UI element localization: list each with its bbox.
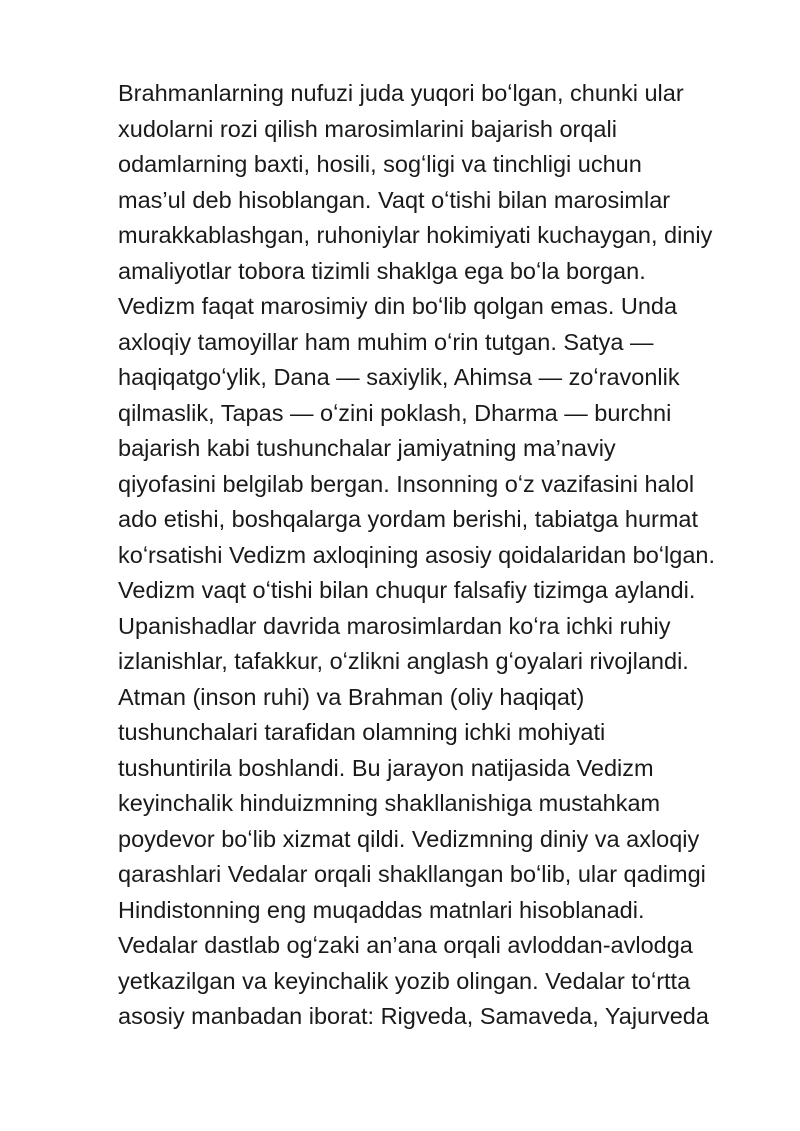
text-line: murakkablashgan, ruhoniylar hokimiyati kuchaygan, diniy <box>118 222 713 248</box>
text-line: qarashlari Vedalar orqali shakllangan boʻlib, ular qadimgi <box>118 861 706 887</box>
text-line: Hindistonning eng muqaddas matnlari hisoblanadi. <box>118 896 645 923</box>
text-line: tushuntirila boshlandi. Bu jarayon natijasida Vedizm <box>118 754 654 781</box>
text-line: qilmaslik, Tapas — oʻzini poklash, Dharma — burchni <box>118 399 672 426</box>
text-line: xudolarni rozi qilish marosimlarini bajarish orqali <box>118 115 617 142</box>
text-line: bajarish kabi tushunchalar jamiyatning ma’naviy <box>118 435 616 461</box>
text-line: amaliyotlar tobora tizimli shaklga ega boʻla borgan. <box>118 257 646 284</box>
text-line: poydevor boʻlib xizmat qildi. Vedizmning diniy va axloqiy <box>118 825 700 852</box>
text-line: keyinchalik hinduizmning shakllanishiga mustahkam <box>118 790 661 816</box>
text-line: haqiqatgoʻylik, Dana — saxiylik, Ahimsa — zoʻravonlik <box>118 364 680 390</box>
text-line: koʻrsatishi Vedizm axloqining asosiy qoidalaridan boʻlgan. <box>118 541 715 568</box>
text-line: mas’ul deb hisoblangan. Vaqt oʻtishi bilan marosimlar <box>118 186 671 213</box>
text-line: Upanishadlar davrida marosimlardan koʻra ichki ruhiy <box>118 612 671 639</box>
text-line: yetkazilgan va keyinchalik yozib olingan. Vedalar toʻrtta <box>118 967 691 994</box>
text-line: qiyofasini belgilab bergan. Insonning oʻz vazifasini halol <box>118 470 695 497</box>
text-line: Atman (inson ruhi) va Brahman (oliy haqiqat) <box>118 683 585 710</box>
text-line: izlanishlar, tafakkur, oʻzlikni anglash gʻoyalari rivojlandi. <box>118 648 689 674</box>
body-text <box>118 76 758 1035</box>
text-line: tushunchalari tarafidan olamning ichki mohiyati <box>118 719 606 745</box>
text-line: ado etishi, boshqalarga yordam berishi, tabiatga hurmat <box>118 506 699 532</box>
text-line: Brahmanlarning nufuzi juda yuqori boʻlgan, chunki ular <box>118 80 684 106</box>
text-line: axloqiy tamoyillar ham muhim oʻrin tutgan. Satya — <box>118 328 654 355</box>
text-line: Vedizm vaqt oʻtishi bilan chuqur falsafiy tizimga aylandi. <box>118 577 696 603</box>
text-line: asosiy manbadan iborat: Rigveda, Samaveda, Yajurveda <box>118 1003 709 1029</box>
text-line: Vedalar dastlab ogʻzaki an’ana orqali avloddan-avlodga <box>118 932 693 958</box>
text-line: odamlarning baxti, hosili, sogʻligi va tinchligi uchun <box>118 151 642 177</box>
text-line: Vedizm faqat marosimiy din boʻlib qolgan emas. Unda <box>118 293 678 319</box>
